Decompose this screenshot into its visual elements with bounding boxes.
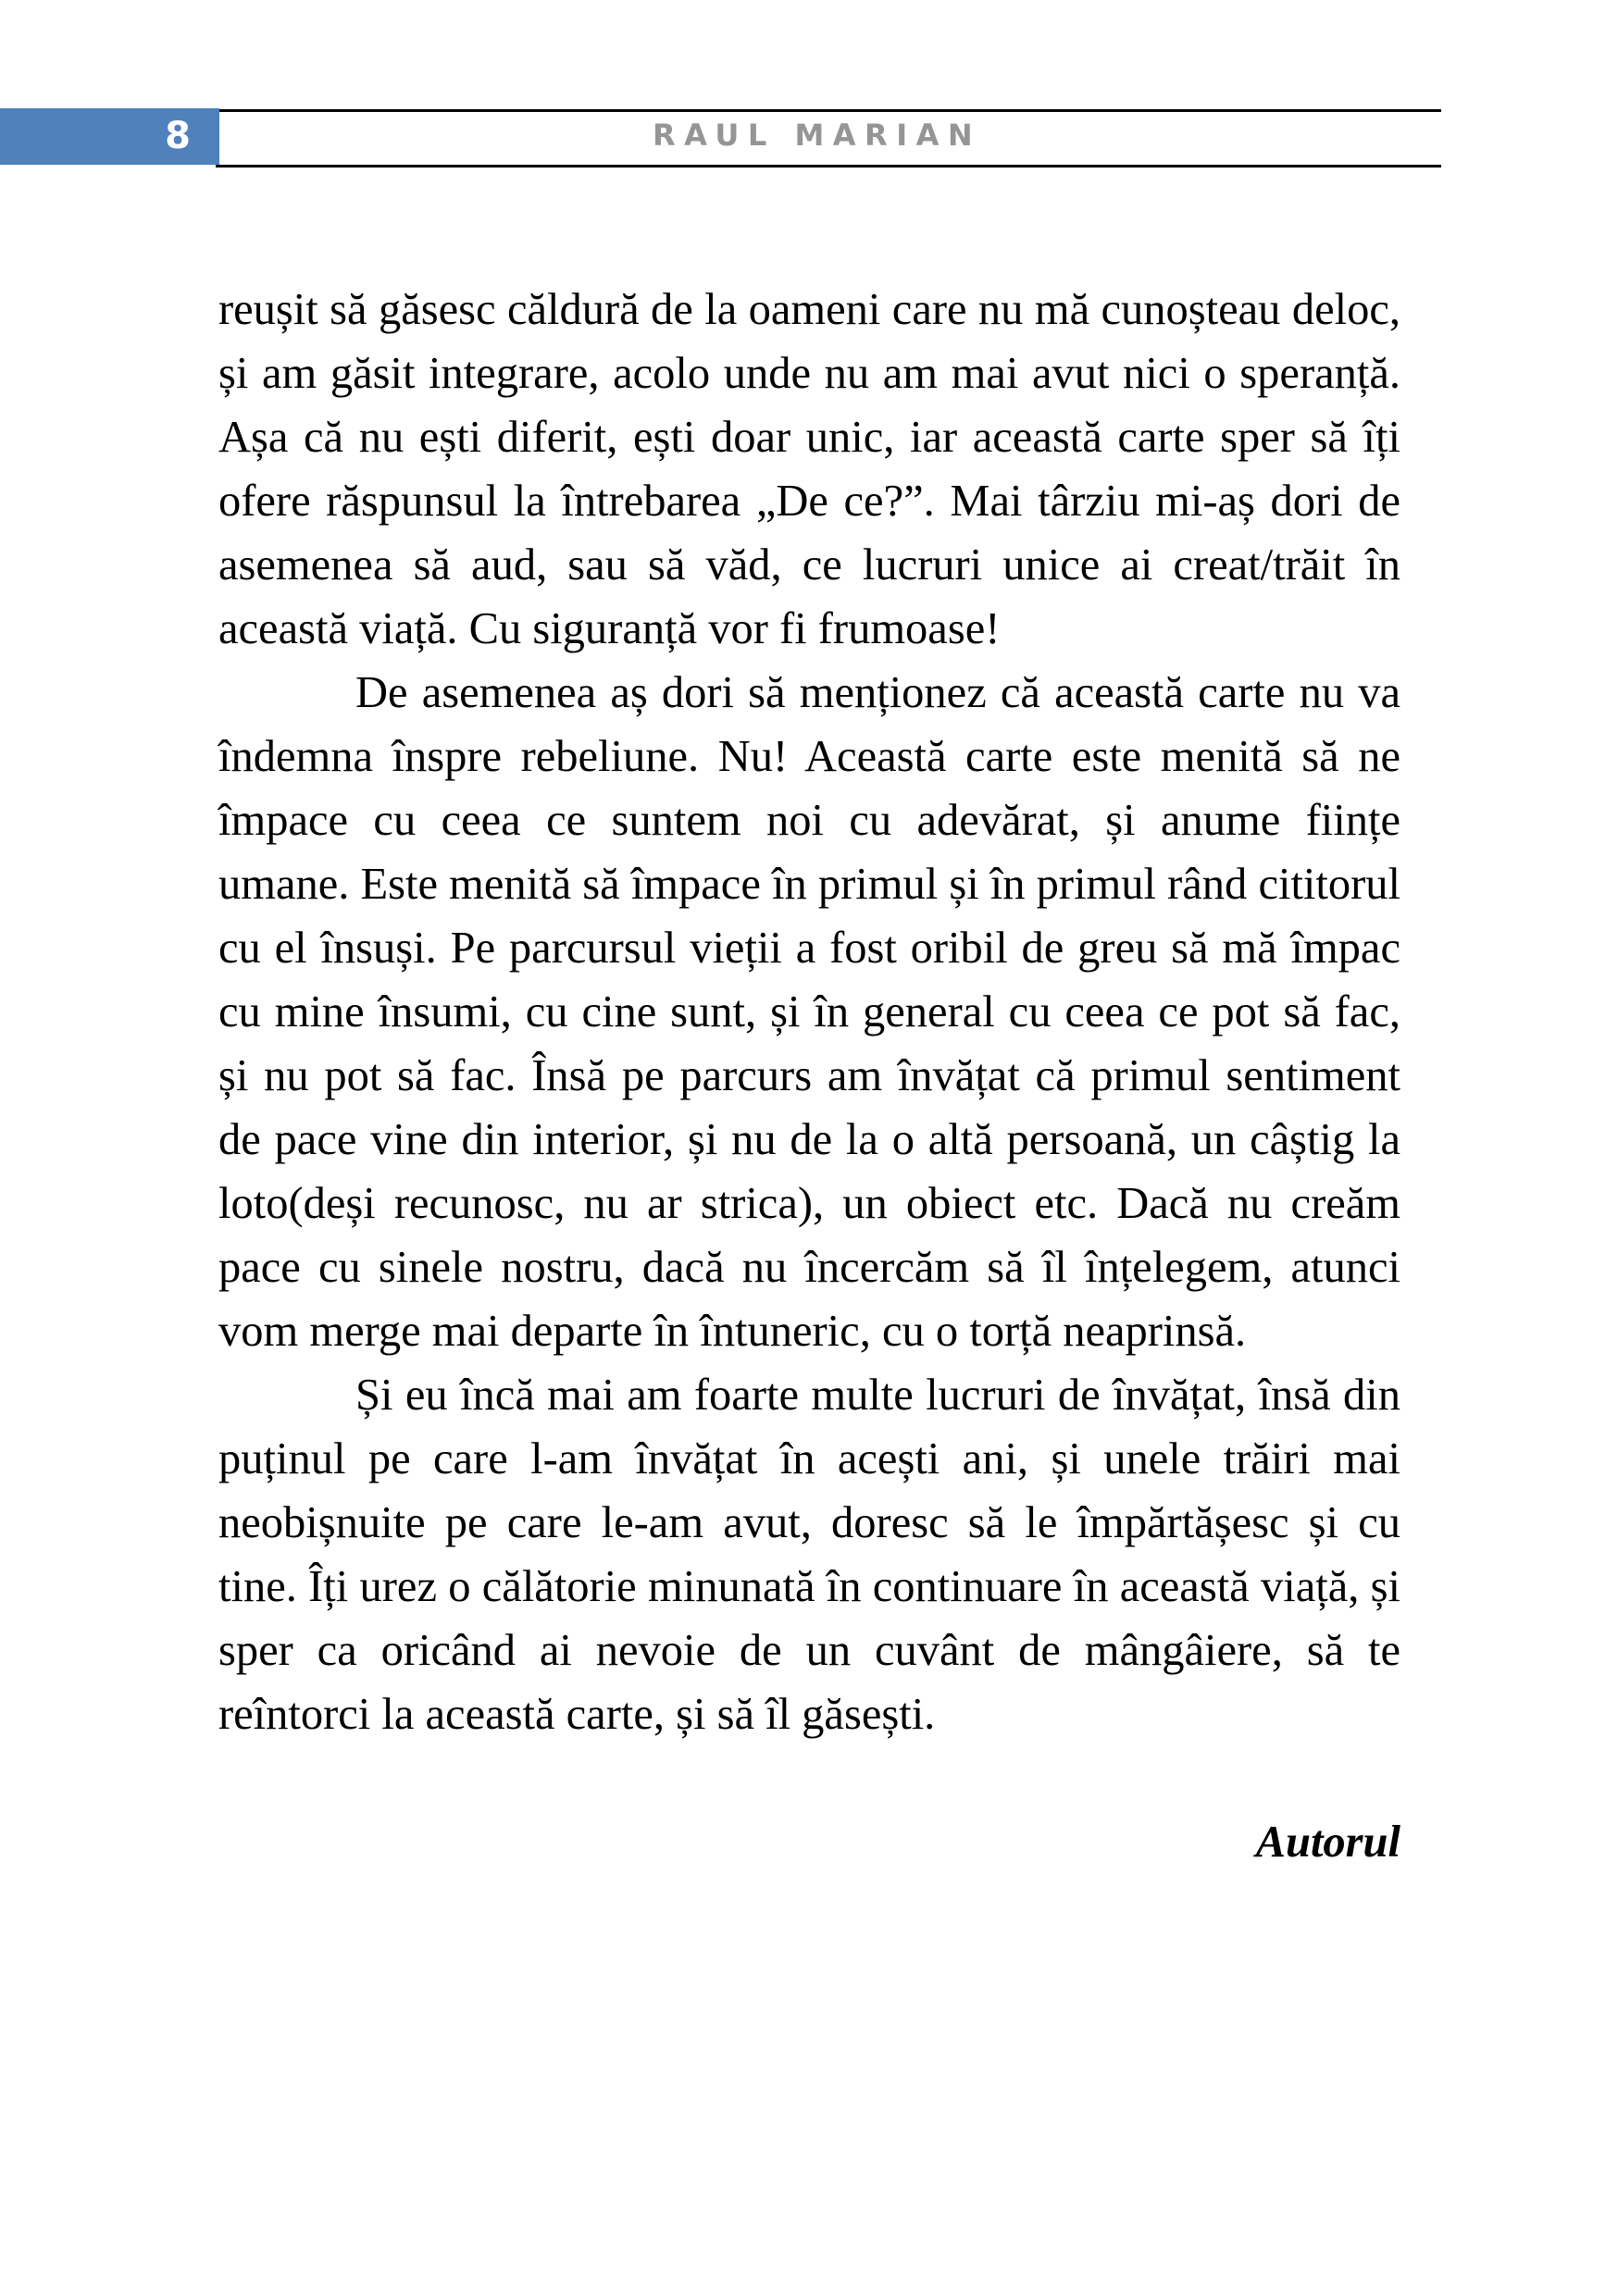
header-rule-bottom xyxy=(216,165,1441,168)
running-title: RAUL MARIAN xyxy=(653,118,982,153)
author-signature: Autorul xyxy=(1255,1818,1400,1867)
paragraph: Și eu încă mai am foarte multe lucruri de învățat, însă din puținul pe care l-am învățat în acești ani, și unele trăiri mai neobișnuite pe care le-am avut, doresc să le împărtășesc și cu tine. Îți urez o călătorie minunată în continuare în această viață, și sper ca oricând ai nevoie de un cuvânt de mângâiere, să te reîntorci la această carte, și să îl găsești. xyxy=(218,1371,1400,1739)
paragraph: De asemenea aș dori să menționez că această carte nu va îndemna înspre rebeliune. Nu! Această carte este menită să ne împace cu ceea ce suntem noi cu adevărat, și anume ființe umane. Este menită să împace în primul și în primul rând cititorul cu el însuși. Pe parcursul vieții a fost oribil de greu să mă împac cu mine însumi, cu cine sunt, și în general cu ceea ce pot să fac, și nu pot să fac. Însă pe parcurs am învățat că primul sentiment de pace vine din interior, și nu de la o altă persoană, un câștig la loto(deși recunosc, nu ar strica), un obiect etc. Dacă nu creăm pace cu sinele nostru, dacă nu încercăm să îl înțelegem, atunci vom merge mai departe în întuneric, cu o torță neaprinsă. xyxy=(218,668,1400,1356)
page-body xyxy=(218,278,1400,1874)
page-number: 8 xyxy=(165,115,191,157)
page-number-box xyxy=(0,108,219,165)
paragraph: reușit să găsesc căldură de la oameni care nu mă cunoșteau deloc, și am găsit integrare, acolo unde nu am mai avut nici o speranță. Așa că nu ești diferit, ești doar unic, iar această carte sper să îți ofere răspunsul la întrebarea „De ce?”. Mai târziu mi-aș dori de asemenea să aud, sau să văd, ce lucruri unice ai creat/trăit în această viață. Cu siguranță vor fi frumoase! xyxy=(218,285,1400,653)
header-rule-top xyxy=(219,109,1441,112)
